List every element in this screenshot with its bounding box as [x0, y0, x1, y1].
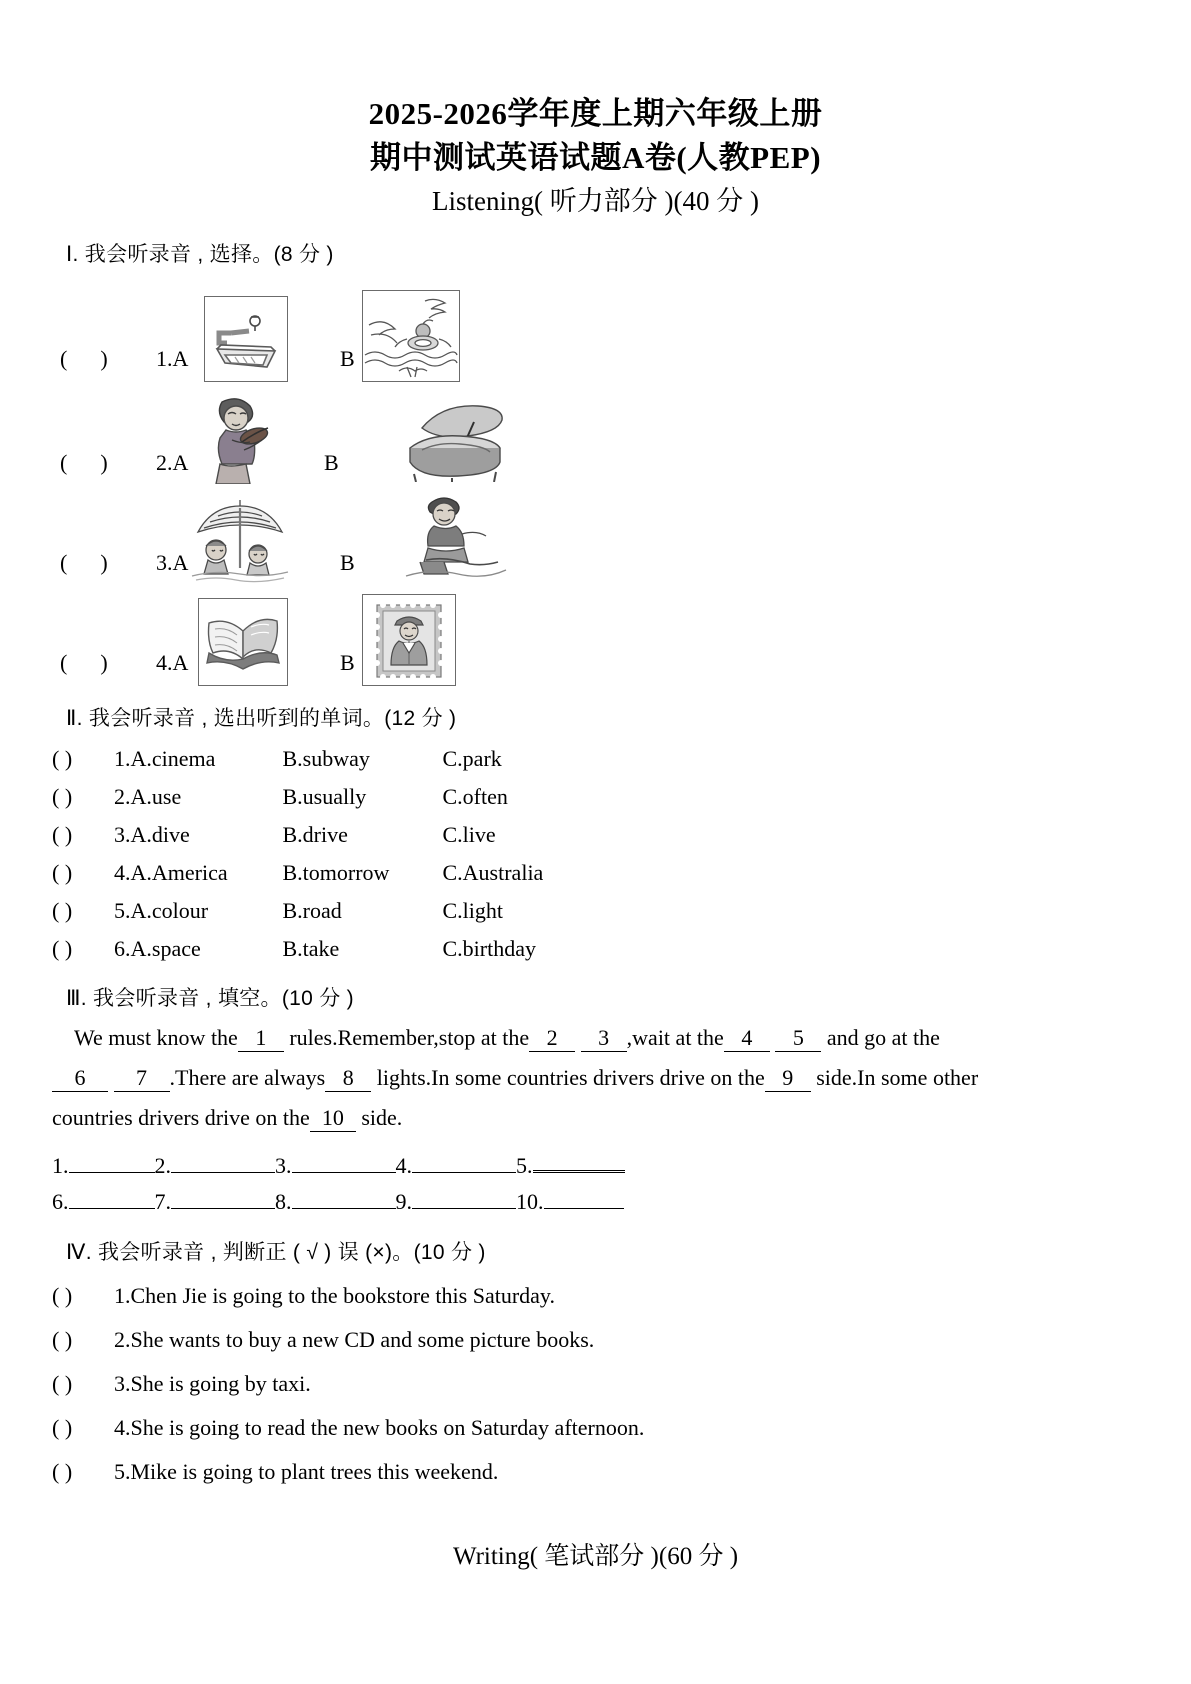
option-b[interactable]: B.road: [282, 898, 342, 923]
postage-stamp-person-icon: [362, 594, 456, 686]
option-b[interactable]: B.usually: [282, 784, 367, 809]
option-b-label[interactable]: B: [340, 550, 355, 575]
cloze-text: side.: [361, 1105, 403, 1130]
answer-bracket[interactable]: ( ): [52, 1371, 73, 1396]
paper-title-block: [0, 0, 1191, 222]
picture-question-row: [52, 580, 1139, 680]
answer-bracket[interactable]: ( ): [52, 936, 73, 961]
answer-blank[interactable]: [544, 1186, 624, 1209]
cloze-blank-7[interactable]: 7: [114, 1065, 170, 1092]
cloze-text: and go at the: [826, 1025, 940, 1050]
cloze-blank-2[interactable]: 2: [529, 1025, 575, 1052]
answer-blank[interactable]: [533, 1148, 625, 1173]
projector-icon: [204, 296, 288, 382]
answer-bracket[interactable]: ( ): [52, 898, 73, 923]
answer-bracket[interactable]: ( ): [60, 550, 108, 575]
page-title: 2025-2026学年度上期六年级上册: [368, 96, 823, 131]
section-4-heading: [66, 1236, 1139, 1266]
item-number: 1.: [114, 746, 131, 771]
cloze-blank-4[interactable]: 4: [724, 1025, 770, 1052]
word-choice-row: [52, 816, 1139, 854]
item-number: 6.: [114, 936, 131, 961]
answer-line-row: [52, 1148, 1139, 1184]
answer-bracket[interactable]: ( ): [52, 822, 73, 847]
answer-bracket[interactable]: ( ): [52, 1327, 73, 1352]
answer-blank[interactable]: [69, 1150, 155, 1173]
answer-blank[interactable]: [292, 1150, 396, 1173]
answer-label: 1.: [52, 1153, 69, 1178]
answer-line-row: [52, 1184, 1139, 1220]
cloze-text: countries drivers drive on the: [52, 1105, 310, 1130]
answer-blank[interactable]: [171, 1150, 275, 1173]
true-false-row: [52, 1406, 1139, 1450]
option-b[interactable]: B.tomorrow: [282, 860, 390, 885]
cloze-blank-6[interactable]: 6: [52, 1065, 108, 1092]
answer-blank[interactable]: [171, 1186, 275, 1209]
section-3-heading: [66, 982, 1139, 1012]
statement-text: 3.She is going by taxi.: [114, 1371, 311, 1396]
cloze-line-3: [52, 1098, 1139, 1138]
cloze-text: lights.In some countries drivers drive on the: [376, 1065, 765, 1090]
listening-part-label: Listening( 听力部分 )(40 分 ): [432, 186, 759, 216]
section-1-numeral: Ⅰ: [66, 242, 73, 266]
picture-question-row: [52, 274, 1139, 376]
answer-bracket[interactable]: ( ): [52, 1459, 73, 1484]
section-2-heading: [66, 702, 1139, 732]
option-c[interactable]: C.light: [442, 898, 504, 923]
cloze-blank-5[interactable]: 5: [775, 1025, 821, 1052]
option-a-label[interactable]: 1.A: [156, 346, 189, 371]
cloze-blank-10[interactable]: 10: [310, 1105, 356, 1132]
option-a[interactable]: A.colour: [130, 898, 209, 923]
open-book-icon: [198, 598, 288, 686]
option-b-label[interactable]: B: [324, 450, 339, 475]
statement-text: 2.She wants to buy a new CD and some picture books.: [114, 1327, 595, 1352]
answer-bracket[interactable]: ( ): [52, 1283, 73, 1308]
section-2-word-choices: [52, 740, 1139, 968]
option-b[interactable]: B.drive: [282, 822, 348, 847]
section-1-heading: [66, 238, 1139, 268]
option-a[interactable]: A.America: [130, 860, 228, 885]
section-2-numeral: Ⅱ: [66, 706, 77, 730]
item-number: 5.: [114, 898, 131, 923]
section-1-heading-text: . 我会听录音 , 选择。(8 分 ): [72, 243, 334, 266]
answer-blank[interactable]: [412, 1150, 516, 1173]
cloze-blank-1[interactable]: 1: [238, 1025, 284, 1052]
beach-umbrella-children-icon: [190, 492, 290, 584]
option-a[interactable]: A.cinema: [130, 746, 216, 771]
section-2-heading-text: . 我会听录音 , 选出听到的单词。(12 分 ): [76, 707, 457, 730]
cloze-text: ,wait at the: [626, 1025, 724, 1050]
answer-bracket[interactable]: ( ): [60, 450, 108, 475]
cloze-text: side.In some other: [816, 1065, 979, 1090]
answer-bracket[interactable]: ( ): [60, 650, 108, 675]
option-c[interactable]: C.park: [442, 746, 502, 771]
answer-label: 7.: [154, 1189, 171, 1214]
word-choice-row: [52, 740, 1139, 778]
answer-label: 3.: [275, 1153, 292, 1178]
statement-text: 4.She is going to read the new books on Saturday afternoon.: [114, 1415, 645, 1440]
section-4-true-false-items: [52, 1274, 1139, 1494]
boy-sitting-beach-icon: [404, 490, 508, 582]
cloze-text: .There are always: [169, 1065, 326, 1090]
answer-label: 10.: [516, 1189, 544, 1214]
option-a[interactable]: A.use: [130, 784, 182, 809]
section-4-heading-text: . 我会听录音 , 判断正 ( √ ) 误 (×)。(10 分 ): [85, 1241, 486, 1264]
section-3-cloze-passage: [52, 1018, 1139, 1138]
option-c[interactable]: C.often: [442, 784, 508, 809]
word-choice-row: [52, 778, 1139, 816]
picture-question-row: [52, 480, 1139, 580]
answer-bracket[interactable]: ( ): [52, 1415, 73, 1440]
option-a[interactable]: A.dive: [130, 822, 190, 847]
answer-bracket[interactable]: ( ): [52, 746, 73, 771]
statement-text: 5.Mike is going to plant trees this weekend.: [114, 1459, 499, 1484]
word-choice-row: [52, 854, 1139, 892]
true-false-row: [52, 1318, 1139, 1362]
option-a-label[interactable]: 4.A: [156, 650, 189, 675]
cloze-blank-3[interactable]: 3: [581, 1025, 627, 1052]
answer-blank[interactable]: [69, 1186, 155, 1209]
option-a-label[interactable]: 2.A: [156, 450, 189, 475]
writing-part-label: Writing( 笔试部分 )(60 分 ): [452, 1543, 739, 1570]
grand-piano-icon: [400, 396, 510, 482]
answer-label: 9.: [395, 1189, 412, 1214]
answer-label: 5.: [516, 1153, 533, 1178]
answer-bracket[interactable]: ( ): [52, 860, 73, 885]
answer-label: 6.: [52, 1189, 69, 1214]
answer-label: 4.: [395, 1153, 412, 1178]
option-b[interactable]: B.take: [282, 936, 340, 961]
page-subtitle: 期中测试英语试题A卷(人教PEP): [369, 140, 822, 175]
option-b-label[interactable]: B: [340, 650, 355, 675]
option-c[interactable]: C.live: [442, 822, 496, 847]
cloze-line-2: [52, 1058, 1139, 1098]
cloze-blank-9[interactable]: 9: [765, 1065, 811, 1092]
paper-body: [0, 238, 1191, 1572]
violin-player-icon: [192, 392, 278, 484]
option-b[interactable]: B.subway: [282, 746, 370, 771]
item-number: 2.: [114, 784, 131, 809]
word-choice-row: [52, 930, 1139, 968]
cloze-blank-8[interactable]: 8: [325, 1065, 371, 1092]
section-3-heading-text: . 我会听录音 , 填空。(10 分 ): [80, 987, 354, 1010]
section-3-numeral: Ⅲ: [66, 986, 81, 1010]
option-c[interactable]: C.birthday: [442, 936, 536, 961]
cloze-line-1: [52, 1018, 1139, 1058]
answer-blank[interactable]: [412, 1186, 516, 1209]
word-choice-row: [52, 892, 1139, 930]
section-1-picture-questions: [52, 274, 1139, 680]
true-false-row: [52, 1362, 1139, 1406]
cloze-text: rules.Remember,stop at the: [289, 1025, 530, 1050]
option-a-label[interactable]: 3.A: [156, 550, 189, 575]
answer-label: 8.: [275, 1189, 292, 1214]
option-c[interactable]: C.Australia: [442, 860, 544, 885]
true-false-row: [52, 1450, 1139, 1494]
option-b-label[interactable]: B: [340, 346, 355, 371]
item-number: 4.: [114, 860, 131, 885]
item-number: 3.: [114, 822, 131, 847]
cloze-text: We must know the: [74, 1025, 238, 1050]
picture-question-row: [52, 376, 1139, 480]
statement-text: 1.Chen Jie is going to the bookstore this Saturday.: [114, 1283, 555, 1308]
true-false-row: [52, 1274, 1139, 1318]
answer-label: 2.: [154, 1153, 171, 1178]
answer-blank[interactable]: [292, 1186, 396, 1209]
swimming-sea-icon: [362, 290, 460, 382]
option-a[interactable]: A.space: [130, 936, 201, 961]
answer-bracket[interactable]: ( ): [60, 346, 108, 371]
answer-bracket[interactable]: ( ): [52, 784, 73, 809]
section-4-numeral: Ⅳ: [66, 1240, 86, 1264]
section-3-answer-lines: [52, 1148, 1139, 1220]
